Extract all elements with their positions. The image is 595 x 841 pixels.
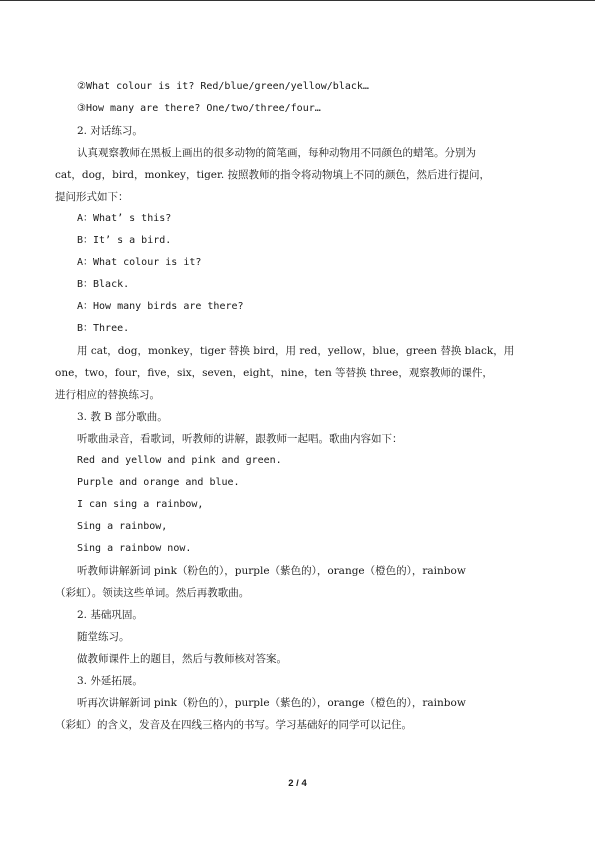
song-lyric-line: Red and yellow and pink and green. [77, 455, 282, 466]
dialogue-line: A：What colour is it? [77, 257, 202, 268]
song-lyric-line: I can sing a rainbow, [77, 499, 204, 510]
dialogue-line: B：Black. [77, 279, 130, 290]
section-heading: 2. 对话练习。 [77, 125, 143, 137]
text-line: 用 cat，dog，monkey，tiger 替换 bird，用 red，yellow，blue，green 替换 black，用 [77, 345, 515, 357]
text-line: （彩虹）。领读这些单词。然后再教歌曲。 [55, 587, 250, 599]
dialogue-line: B：It’ s a bird. [77, 235, 172, 246]
text-line: （彩虹）的含义，发音及在四线三格内的书写。学习基础好的同学可以记住。 [55, 719, 412, 731]
song-lyric-line: Purple and orange and blue. [77, 477, 240, 488]
section-heading: 2. 基础巩固。 [77, 609, 143, 621]
dialogue-line: A：What’ s this? [77, 213, 172, 224]
page-top-border [0, 0, 595, 1]
dialogue-line: A：How many birds are there? [77, 301, 244, 312]
text-line: 听歌曲录音，看歌词，听教师的讲解，跟教师一起唱。歌曲内容如下： [77, 433, 403, 445]
song-lyric-line: Sing a rainbow, [77, 521, 168, 532]
text-line: 进行相应的替换练习。 [55, 389, 160, 401]
text-line: 认真观察教师在黑板上画出的很多动物的简笔画，每种动物用不同颜色的蜡笔。分别为 [77, 147, 476, 159]
text-line: 提问形式如下： [55, 191, 129, 203]
text-line: 做教师课件上的题目，然后与教师核对答案。 [77, 653, 287, 665]
section-heading: 3. 外延拓展。 [77, 675, 143, 687]
song-lyric-line: Sing a rainbow now. [77, 543, 192, 554]
text-line: one，two，four，five，six，seven，eight，nine，ten 等替换 three，观察教师的课件， [55, 367, 493, 379]
text-line: cat，dog，bird，monkey，tiger. 按照教师的指令将动物填上不同的颜色，然后进行提问， [55, 169, 491, 181]
dialogue-line: B：Three. [77, 323, 130, 334]
page-number: 2 / 4 [288, 778, 307, 789]
text-line: 听再次讲解新词 pink（粉色的），purple（紫色的），orange（橙色的），rainbow [77, 697, 466, 709]
text-line: 听教师讲解新词 pink（粉色的），purple（紫色的），orange（橙色的），rainbow [77, 565, 466, 577]
text-line: ②What colour is it? Red/blue/green/yellow/black… [77, 81, 369, 92]
section-heading: 3. 教 B 部分歌曲。 [77, 411, 168, 423]
text-line: 随堂练习。 [77, 631, 130, 643]
text-line: ③How many are there? One/two/three/four… [77, 103, 321, 114]
